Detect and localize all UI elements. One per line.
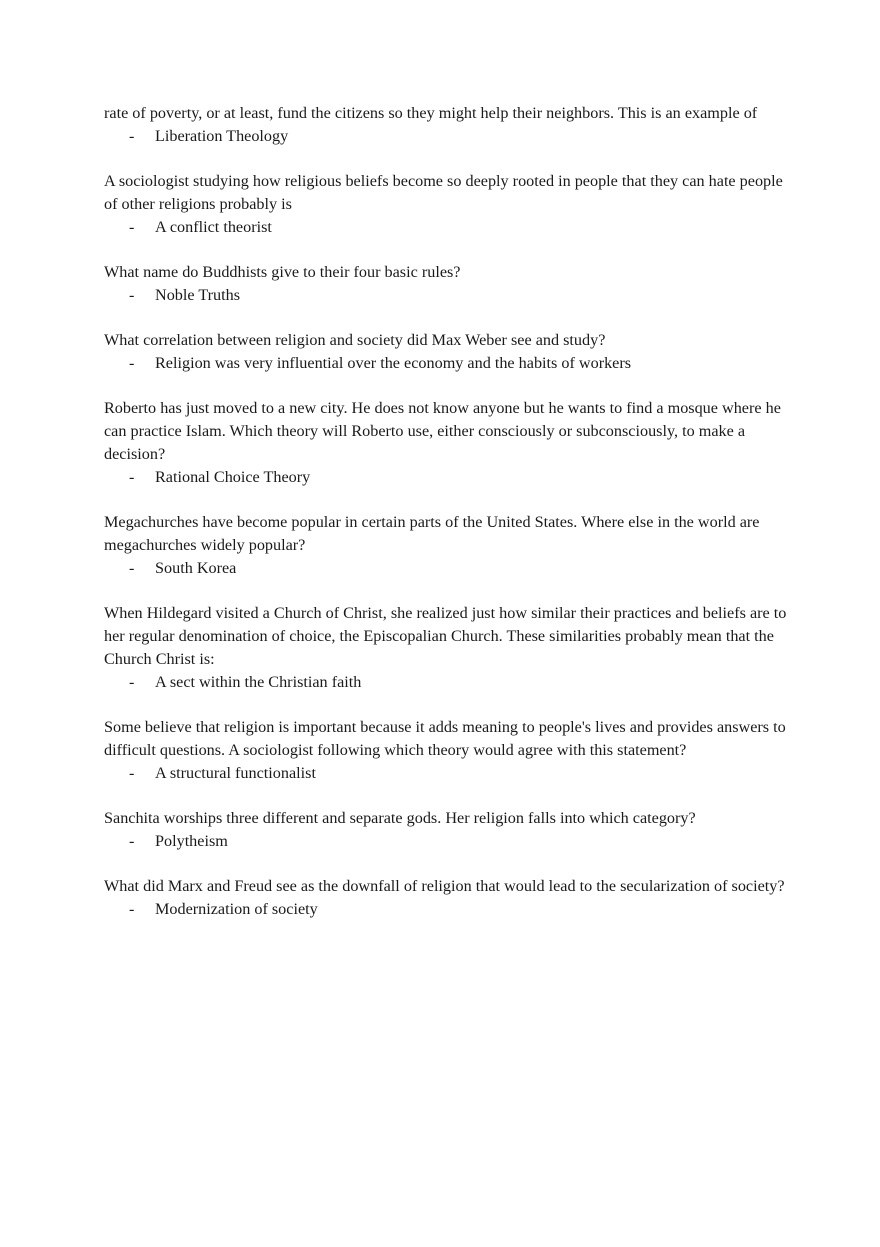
answer-item xyxy=(104,898,790,921)
question-text: What name do Buddhists give to their four basic rules? xyxy=(104,263,461,281)
bullet-dash: - xyxy=(129,354,135,372)
answer-item xyxy=(104,125,790,148)
qa-item-1 xyxy=(104,102,790,148)
qa-item-9 xyxy=(104,807,790,853)
bullet-dash: - xyxy=(129,673,135,691)
bullet-dash: - xyxy=(129,832,135,850)
answer-item xyxy=(104,284,790,307)
answer-text: A structural functionalist xyxy=(155,764,316,782)
answer-item xyxy=(104,352,790,375)
question-text: Megachurches have become popular in certain parts of the United States. Where else in the world are megachurches widely popular? xyxy=(104,513,760,554)
answer-text: A sect within the Christian faith xyxy=(155,673,362,691)
qa-item-4 xyxy=(104,329,790,375)
answer-item xyxy=(104,557,790,580)
answer-text: Religion was very influential over the economy and the habits of workers xyxy=(155,354,632,372)
answer-text: Polytheism xyxy=(155,832,228,850)
question-text: When Hildegard visited a Church of Christ, she realized just how similar their practices and beliefs are to her regular denomination of choice, the Episcopalian Church. These similarities probably mean that the Church Christ is: xyxy=(104,604,787,668)
qa-item-7 xyxy=(104,602,790,694)
qa-item-3 xyxy=(104,261,790,307)
answer-text: Rational Choice Theory xyxy=(155,468,311,486)
bullet-dash: - xyxy=(129,286,135,304)
bullet-dash: - xyxy=(129,900,135,918)
answer-item xyxy=(104,830,790,853)
question-text: A sociologist studying how religious beliefs become so deeply rooted in people that they can hate people of other religions probably is xyxy=(104,172,783,213)
answer-item xyxy=(104,671,790,694)
qa-item-5 xyxy=(104,397,790,489)
answer-item xyxy=(104,216,790,239)
question-text: Roberto has just moved to a new city. He does not know anyone but he wants to find a mosque where he can practice Islam. Which theory will Roberto use, either consciously or subconsciously, to make a decision? xyxy=(104,399,781,463)
answer-text: South Korea xyxy=(155,559,237,577)
qa-item-10 xyxy=(104,875,790,921)
qa-item-8 xyxy=(104,716,790,785)
qa-item-2 xyxy=(104,170,790,239)
answer-item xyxy=(104,466,790,489)
answer-text: Liberation Theology xyxy=(155,127,289,145)
answer-item xyxy=(104,762,790,785)
answer-text: Modernization of society xyxy=(155,900,318,918)
answer-text: A conflict theorist xyxy=(155,218,272,236)
bullet-dash: - xyxy=(129,127,135,145)
question-text: Some believe that religion is important because it adds meaning to people's lives and provides answers to difficult questions. A sociologist following which theory would agree with this statement? xyxy=(104,718,786,759)
question-text: What did Marx and Freud see as the downfall of religion that would lead to the secularization of society? xyxy=(104,877,785,895)
bullet-dash: - xyxy=(129,468,135,486)
bullet-dash: - xyxy=(129,764,135,782)
question-text: rate of poverty, or at least, fund the citizens so they might help their neighbors. This is an example of xyxy=(104,104,758,122)
question-text: Sanchita worships three different and separate gods. Her religion falls into which category? xyxy=(104,809,696,827)
bullet-dash: - xyxy=(129,218,135,236)
answer-text: Noble Truths xyxy=(155,286,241,304)
bullet-dash: - xyxy=(129,559,135,577)
question-text: What correlation between religion and society did Max Weber see and study? xyxy=(104,331,606,349)
qa-item-6 xyxy=(104,511,790,580)
